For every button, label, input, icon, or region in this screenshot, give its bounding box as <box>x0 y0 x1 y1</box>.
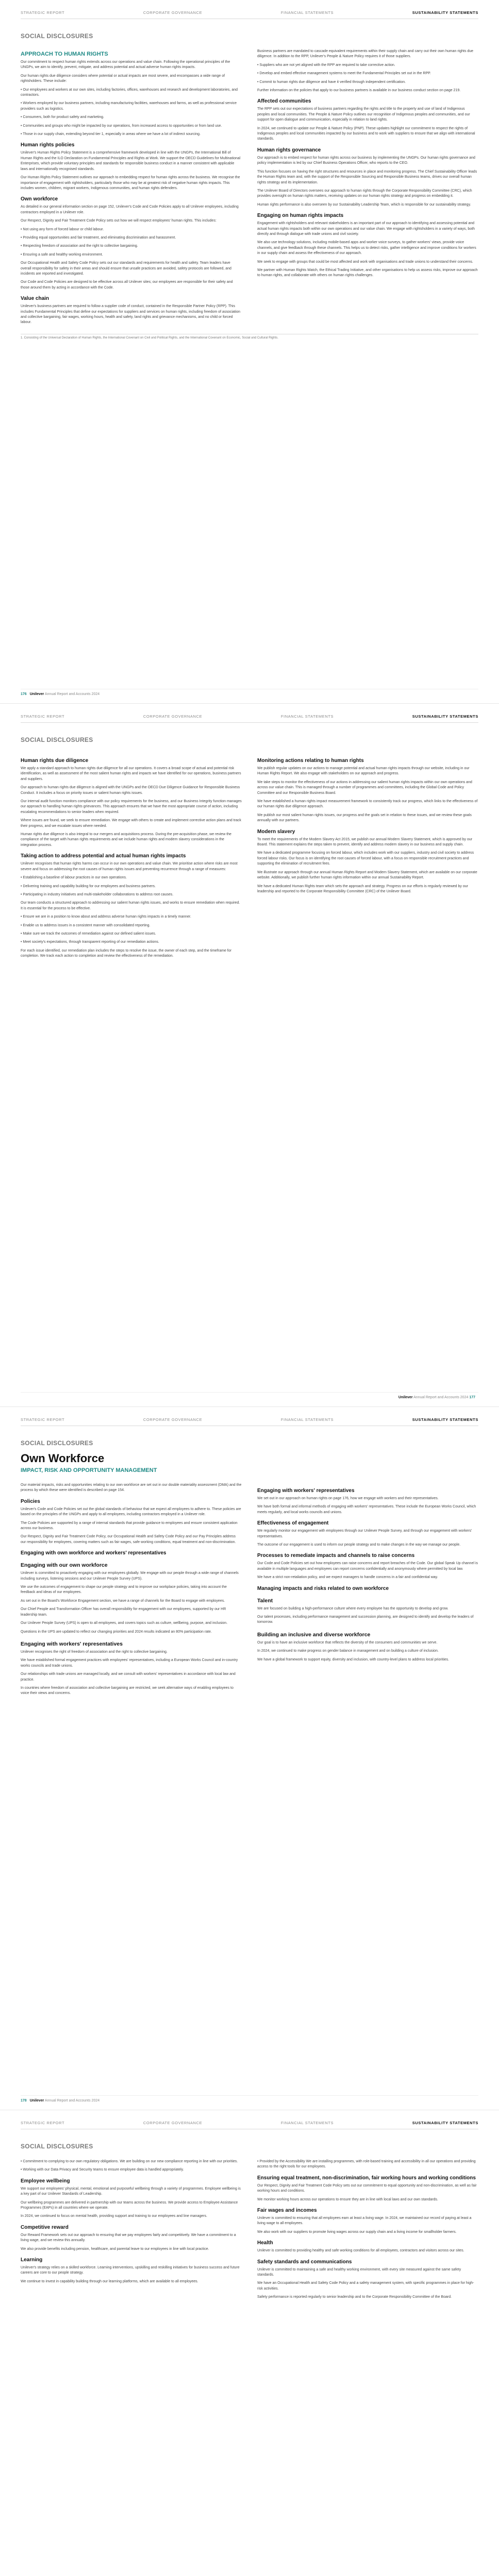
paragraph: Unilever's Code and Code Policies set out the global standards of behaviour that we expect all employees to adhere to. These policies are based on the principles of the UNGPs and apply to all employees, including contractors employed in a Unilever role. <box>21 1507 241 1517</box>
page-4 <box>0 2110 499 2576</box>
paragraph: • Meet society's expectations, through transparent reporting of our remediation actions. <box>21 940 159 944</box>
paragraph: We continue to invest in capability building through our learning platforms, which are available to all employees. <box>21 2279 198 2283</box>
section-heading: Learning <box>21 2257 43 2263</box>
paragraph: As set out in the Board's Workforce Engagement section, we have a range of channels for the Board to engage with employees. <box>21 1599 225 1603</box>
paragraph: To meet the requirements of the Modern Slavery Act 2015, we publish our annual Modern Slavery Statement, which is approved by our Board. This statement explains the steps taken to prevent, identify and address modern slavery in our business and supply chain. <box>257 837 473 847</box>
section-heading: Monitoring actions relating to human rights <box>257 758 364 764</box>
column-right <box>257 753 478 962</box>
paragraph: • Suppliers who are not yet aligned with the RPP are required to take corrective action. <box>257 63 395 67</box>
paragraph: • Provided by the Accessibility We are installing programmes, with role-based training and accessibility in all our operations and providing access to the right tools for our employees. <box>257 2160 476 2169</box>
section-heading: Competitive reward <box>21 2224 69 2230</box>
section-heading: Engaging with workers' representatives <box>257 1488 355 1494</box>
section-subtitle: IMPACT, RISK AND OPPORTUNITY MANAGEMENT <box>21 1467 157 1473</box>
paragraph: Our Code and Code Policies set out how employees can raise concerns and report breaches of the Code. Our global Speak Up channel is available in multiple languages and employees can report concerns confidentially and anonymously where permitted by local law. <box>257 1562 478 1571</box>
section-heading: Safety standards and communications <box>257 2259 352 2265</box>
section-heading: Talent <box>257 1597 273 1604</box>
page-1 <box>0 0 499 703</box>
paragraph: Our internal audit function monitors compliance with our policy requirements for the business, and our Business Integrity function manages our approach to handling human rights grievances. This approach ensures that we have the most appropriate course of action, including escalating recommendations to senior leaders when required. <box>21 800 242 814</box>
paragraph: • Working with our Data Privacy and Security teams to ensure employee data is handled appropriately. <box>21 2168 184 2172</box>
paragraph: • Participating in industry initiatives and multi-stakeholder collaborations to address root causes. <box>21 892 174 896</box>
section-heading: Engaging with workers' representatives <box>21 1640 123 1647</box>
paragraph: Questions in the UPS are updated to reflect our changing priorities and 2024 results indicated an 80% participation rate. <box>21 1630 212 1634</box>
paragraph: Our Respect, Dignity and Fair Treatment Code Policy sets out our commitment to equal opportunity and non-discrimination, as well as fair working hours and conditions. <box>257 2183 477 2193</box>
paragraph: The outcome of our engagement is used to inform our people strategy and to make changes in the way we manage our people. <box>257 1543 461 1547</box>
paragraph: • Develop and embed effective management systems to meet the Fundamental Principles set out in the RPP. <box>257 72 431 76</box>
paragraph: Unilever's Human Rights Policy Statement is a comprehensive framework developed in line with the UNGPs, the International Bill of Human Rights and the ILO Declaration on Fundamental Principles and Rights at Work. We support the OECD Guidelines for Multinational Enterprises, which provide voluntary principles and standards for responsible business conduct in a manner consistent with applicable laws and internationally recognised standards. <box>21 151 241 171</box>
paragraph: Safety performance is reported regularly to senior leadership and to the Corporate Responsibility Committee of the Board. <box>257 2295 452 2299</box>
section-heading: Employee wellbeing <box>21 2178 70 2184</box>
paragraph: The Unilever Board of Directors oversees our approach to human rights through the Corporate Responsibility Committee (CRC), which provides oversight on human rights matters, receiving updates on our human rights strategy and progress on embedding it. <box>257 189 472 198</box>
page-3 <box>0 1406 499 2110</box>
section-title: SOCIAL DISCLOSURES <box>21 736 93 743</box>
paragraph: • Delivering training and capability building for our employees and business partners. <box>21 884 156 888</box>
section-title: SOCIAL DISCLOSURES <box>21 1439 93 1447</box>
nav-strategic-report[interactable]: STRATEGIC REPORT <box>21 1417 65 1422</box>
paragraph: We have a strict non-retaliation policy, and we expect managers to handle concerns in a fair and confidential way. <box>257 1575 438 1580</box>
page-number: 178 <box>21 2099 27 2103</box>
nav-sustainability-statements[interactable]: SUSTAINABILITY STATEMENTS <box>412 714 478 719</box>
paragraph: Our Occupational Health and Safety Code Policy sets out our standards and requirements for health and safety. Team leaders have overall responsibility for safety in their areas and should ensure that unsafe practices are avoided, safety protocols are followed, and incidents are reported and investigated. <box>21 261 231 276</box>
paragraph: Business partners are mandated to cascade equivalent requirements within their supply chain and carry out their own human rights due diligence. In addition to the RPP, Unilever's People & Nature Policy requires it of those suppliers. <box>257 49 474 59</box>
column-left <box>21 2159 242 2303</box>
nav-sustainability-statements[interactable]: SUSTAINABILITY STATEMENTS <box>412 1417 478 1422</box>
paragraph: We also provide benefits including pension, healthcare, and parental leave to our employees in line with local practice. <box>21 2247 209 2251</box>
nav-financial-statements[interactable]: FINANCIAL STATEMENTS <box>280 2120 334 2125</box>
paragraph: Unilever is committed to maintaining a safe and healthy working environment, with every site measured against the same safety standards. <box>257 2267 461 2277</box>
section-heading: Ensuring equal treatment, non-discrimination, fair working hours and working conditions <box>257 2175 476 2181</box>
paragraph: Human rights performance is also overseen by our Sustainability Leadership Team, which is responsible for our sustainability strategy. <box>257 202 471 207</box>
nav-sustainability-statements[interactable]: SUSTAINABILITY STATEMENTS <box>412 10 478 15</box>
paragraph: We partner with Human Rights Watch, the Ethical Trading Initiative, and other organisations to help us assess risks, improve our approach to human rights, and collaborate with others on human rights challenges. <box>257 268 478 278</box>
paragraph: • Communities and groups who might be impacted by our operations, from increased access to opportunities or from land use. <box>21 124 222 128</box>
paragraph: Our Human Rights Policy Statement outlines our approach to embedding respect for human rights across the business. We recognise the importance of engagement with rightsholders, particularly those who may be at greatest risk of negative human rights impacts. This includes women, children, migrant workers, Indigenous communities, and human rights defenders. <box>21 176 240 190</box>
paragraph: • Commitment to complying to our own regulatory obligations. We are building on our new compliance reporting in line with our priorities. <box>21 2160 238 2163</box>
nav-strategic-report[interactable]: STRATEGIC REPORT <box>21 2120 65 2125</box>
paragraph: Further information on the policies that apply to our business partners is available in our business conduct section on page 219. <box>257 89 461 93</box>
paragraph: We illustrate our approach through our annual Human Rights Report and Modern Slavery Statement, which are available on our corporate website. Additionally, we publish further human rights information within our annual Sustainability Report. <box>257 870 477 880</box>
section-heading: Health <box>257 2240 273 2246</box>
section-heading: Affected communities <box>257 98 311 105</box>
section-heading: Managing impacts and risks related to own workforce <box>257 1585 389 1591</box>
section-heading: Fair wages and incomes <box>257 2208 317 2214</box>
paragraph: Engagement with rightsholders and relevant stakeholders is an important part of our approach to identifying and assessing potential and actual human rights impacts both within our own operations and our value chain. We engage with rightsholders in a variety of ways, both directly and through dialogue with trade unions and civil society. <box>257 222 475 236</box>
paragraph: • Commit to human rights due diligence and have it verified through independent certification. <box>257 80 406 84</box>
paragraph: • Consumers, both for product safety and marketing. <box>21 115 104 120</box>
paragraph: We seek to engage with groups that could be most affected and work with organisations and trade unions to understand their concerns. <box>257 260 473 264</box>
section-heading: Human rights governance <box>257 147 321 153</box>
page-footer <box>21 2095 478 2103</box>
paragraph: We apply a standard approach to human rights due diligence for all our operations. It covers a broad scope of actual and potential risk identification, as well as assessment of the most salient human rights and impacts we have identified for our operations, business partners and suppliers. <box>21 767 241 781</box>
column-left <box>21 753 242 962</box>
paragraph: In 2024, we continued to make progress on gender balance in management and on building a culture of inclusion. <box>257 1649 439 1653</box>
paragraph: We publish our most salient human rights issues, our progress and the goals set in relation to these issues, and we review these goals annually with our partners. <box>257 813 472 823</box>
paragraph: Our Unilever People Survey (UPS) is open to all employees, and covers topics such as culture, wellbeing, purpose, and inclusion. <box>21 1621 228 1625</box>
section-heading: Processes to remediate impacts and channels to raise concerns <box>257 1553 415 1559</box>
footer-report-title: Annual Report and Accounts 2024 <box>44 2099 100 2103</box>
nav-financial-statements[interactable]: FINANCIAL STATEMENTS <box>280 1417 334 1422</box>
paragraph: We have a dedicated Human Rights team which sets the approach and strategy. Progress on our efforts is regularly reviewed by our leadership and reported to the Corporate Responsibility Committee (CRC) of the Unilever Board. <box>257 884 468 893</box>
column-left <box>21 49 242 329</box>
paragraph: • Enable us to address issues in a consistent manner with consolidated reporting. <box>21 923 151 927</box>
page-number: 176 <box>21 692 27 696</box>
paragraph: • Those in our supply chain, extending beyond tier 1, especially in areas where we have a lot of indirect sourcing. <box>21 132 201 137</box>
section-heading: Effectiveness of engagement <box>257 1520 329 1527</box>
paragraph: We have established a human rights impact measurement framework to consistently track our progress, which links to the effectiveness of our human rights due diligence approach. <box>257 800 478 809</box>
paragraph: We have an Occupational Health and Safety Code Policy and a safety management system, with specific programmes in place for high-risk activities. <box>257 2281 474 2291</box>
nav-corporate-governance[interactable]: CORPORATE GOVERNANCE <box>143 10 203 15</box>
paragraph: Our Chief People and Transformation Officer has overall responsibility for engagement with our employees, supported by our HR leadership team. <box>21 1607 226 1617</box>
paragraph: The Code Policies are supported by a range of internal standards that provide guidance to employees and ensure consistent application across our business. <box>21 1521 238 1531</box>
column-left <box>21 1483 242 1700</box>
section-heading: Engaging with our own workforce <box>21 1562 108 1569</box>
paragraph: • Not using any form of forced labour or child labour. <box>21 227 104 231</box>
paragraph: We also work with our suppliers to promote living wages across our supply chain and a living income for smallholder farmers. <box>257 2230 457 2234</box>
section-heading: Taking action to address potential and actual human rights impacts <box>21 853 186 859</box>
nav-corporate-governance[interactable]: CORPORATE GOVERNANCE <box>143 714 203 719</box>
paragraph: Our wellbeing programmes are delivered in partnership with our teams across the business. We provide access to Employee Assistance Programmes (EAPs) in all countries where we operate. <box>21 2200 238 2210</box>
paragraph: We publish regular updates on our actions to manage potential and actual human rights impacts through our website, including in our Human Rights Report. We also engage with stakeholders on our approach and progress. <box>257 767 470 776</box>
paragraph: In countries where freedom of association and collective bargaining are restricted, we seek alternative ways of enabling employees to voice their views and concerns. <box>21 1686 234 1696</box>
paragraph: • Our employees and workers at our own sites, including factories, offices, warehouses and research and development laboratories, and contractors. <box>21 88 238 97</box>
footer-report-title: Annual Report and Accounts 2024 <box>413 1396 469 1399</box>
nav-corporate-governance[interactable]: CORPORATE GOVERNANCE <box>143 2120 203 2125</box>
paragraph: We take steps to monitor the effectiveness of our actions in addressing our salient human rights impacts within our own operations and across our value chain. This is managed through a number of programmes and committees, including the Global Code and Policy Committee and our Responsible Business Board. <box>257 780 472 795</box>
paragraph: Unilever's business partners are required to follow a supplier code of conduct, contained in the Responsible Partner Policy (RPP). This includes Fundamental Principles that define our expectations for suppliers and services on human rights, including freedom of association and collective bargaining, fair wages, working hours, health and safety, land rights and grievance mechanisms, and no child or forced labour. <box>21 304 241 325</box>
nav-corporate-governance[interactable]: CORPORATE GOVERNANCE <box>143 1417 203 1422</box>
column-right <box>257 1483 478 1700</box>
section-heading: Engaging on human rights impacts <box>257 213 344 219</box>
paragraph: • Establishing a baseline of labour practices in our own operations. <box>21 876 127 880</box>
section-heading: Own workforce <box>21 196 58 202</box>
section-title: SOCIAL DISCLOSURES <box>21 32 93 40</box>
footer-brand: Unilever <box>29 2099 44 2103</box>
paragraph: Unilever recognises the right of freedom of association and the right to collective bargaining. <box>21 1650 168 1654</box>
paragraph: The RPP sets out our expectations of business partners regarding the rights and title to the property and use of land of Indigenous peoples and local communities. The People & Nature Policy outlines our recognition of Indigenous peoples and communities, and our support for open dialogue and communication, especially in relation to land rights. <box>257 107 470 122</box>
paragraph: Unilever is committed to providing healthy and safe working conditions for all employees, contractors and visitors across our sites. <box>257 2249 464 2253</box>
paragraph: Our approach is to embed respect for human rights across our business by implementing the UNGPs. Our human rights governance and policy implementation is led by our Chief Business Operations Officer, who reports to the CEO. <box>257 156 475 165</box>
paragraph: Our Respect, Dignity and Fair Treatment Code Policy sets out how we will respect employees' human rights. This includes: <box>21 219 217 223</box>
section-heading: Policies <box>21 1498 40 1504</box>
top-nav <box>21 2116 478 2129</box>
footer-brand: Unilever <box>29 692 44 696</box>
paragraph: Unilever is committed to proactively engaging with our employees globally. We engage with our people through a wide range of channels including surveys, listening sessions and our Unilever People Survey (UPS). <box>21 1571 239 1581</box>
paragraph: We regularly monitor our engagement with employees through our Unilever People Survey, and through our engagement with workers' representatives. <box>257 1529 472 1538</box>
top-nav <box>21 6 478 19</box>
paragraph: Our commitment to respect human rights extends across our operations and value chain. Following the operational principles of the UNGPs, we aim to identify, prevent, mitigate, and address potential and actual adverse human rights impacts. <box>21 60 230 70</box>
nav-financial-statements[interactable]: FINANCIAL STATEMENTS <box>280 10 334 15</box>
paragraph: Unilever recognises that human rights harms can occur in our own operations and value chain. We prioritise action where risks are most severe and focus on addressing the root causes of human rights issues and preventing recurrence through a range of measures: <box>21 862 238 871</box>
paragraph: Our team conducts a structured approach to addressing our salient human rights issues, and works to ensure remediation when required. It is essential for the process to be effective. <box>21 901 240 910</box>
section-heading: Human rights due diligence <box>21 758 89 764</box>
column-right <box>257 49 478 329</box>
footnote: 1. Consisting of the Universal Declaration of Human Rights, the International Covenant on Civil and Political Rights, and the International Covenant on Economic, Social and Cultural Rights. <box>21 334 478 340</box>
page-number: 177 <box>469 1396 475 1399</box>
nav-sustainability-statements[interactable]: SUSTAINABILITY STATEMENTS <box>412 2120 478 2125</box>
column-right <box>257 2159 478 2303</box>
section-title: SOCIAL DISCLOSURES <box>21 2143 93 2150</box>
paragraph: • Ensuring a safe and healthy working environment. <box>21 252 103 257</box>
paragraph: Our approach to human rights due diligence is aligned with the UNGPs and the OECD Due Diligence Guidance for Responsible Business Conduct. It includes a focus on priority issues or salient human rights issues. <box>21 786 240 795</box>
section-heading: Building an inclusive and diverse workforce <box>257 1631 371 1638</box>
paragraph: Our talent processes, including performance management and succession planning, are designed to identify and develop the leaders of tomorrow. <box>257 1615 474 1624</box>
footer-report-title: Annual Report and Accounts 2024 <box>44 692 100 696</box>
section-heading: Value chain <box>21 296 49 302</box>
paragraph: Unilever is committed to ensuring that all employees earn at least a living wage. In 2024, we maintained our record of paying at least a living wage to all employees. <box>257 2216 472 2226</box>
page-footer <box>21 689 478 696</box>
paragraph: Where issues are found, we seek to ensure remediation. We engage with others to create and implement corrective action plans and track their progress, and we escalate issues where needed. <box>21 819 241 828</box>
paragraph: We have both formal and informal methods of engaging with workers' representatives. These include the European Works Council, which meets regularly, and local works councils and unions. <box>257 1505 476 1514</box>
paragraph: Our Code and Code Policies are designed to be effective across all Unilever sites; our employees are responsible for their safety and those around them by acting in accordance with the Code. <box>21 280 233 290</box>
paragraph: We have a global framework to support equity, diversity and inclusion, with country-level plans to address local priorities. <box>257 1657 450 1662</box>
paragraph: As detailed in our general information section on page 152, Unilever's Code and Code Policies apply to all Unilever employees, including contractors employed in a Unilever role. <box>21 205 239 214</box>
paragraph: We are focused on building a high-performance culture where every employee has the opportunity to develop and grow. <box>257 1606 448 1611</box>
section-heading: APPROACH TO HUMAN RIGHTS <box>21 51 108 57</box>
paragraph: This function focuses on having the right structures and resources in place and monitoring progress. The Chief Sustainability Officer leads the Human Rights team and, with the support of the Responsible Sourcing and Responsible Business teams, drives our overall human rights strategy and its implementation. <box>257 170 477 184</box>
paragraph: We monitor working hours across our operations to ensure they are in line with local laws and our own standards. <box>257 2197 438 2201</box>
paragraph: Our Respect, Dignity and Fair Treatment Code Policy, our Occupational Health and Safety Code Policy and our Pay Principles address our responsibility for employees, covering matters such as fair wages, safe working conditions, equal treatment and non-discrimination. <box>21 1535 236 1544</box>
paragraph: Our Reward Framework sets out our approach to ensuring that we pay employees fairly and competitively. We have a commitment to a living wage, and we review this annually. <box>21 2233 236 2243</box>
paragraph: In 2024, we continued to focus on mental health, providing support and training to our employees and line managers. <box>21 2214 207 2218</box>
paragraph: We set out in our approach on human rights on page 176, how we engage with workers and their representatives. <box>257 1497 439 1500</box>
paragraph: For each issue identified, our remediation plan includes the steps to resolve the issue, the owner of each step, and the timeframe for completion. We track each action to completion and review the effectiveness of the remediation. <box>21 948 231 958</box>
paragraph: Unilever's strategy relies on a skilled workforce. Learning interventions, upskilling and reskilling initiatives for business success and future careers are core to our people strategy. <box>21 2266 240 2275</box>
top-nav <box>21 1413 478 1426</box>
paragraph: We use the outcomes of engagement to shape our people strategy and to improve our workplace policies, taking into account the feedback and ideas of our employees. <box>21 1585 227 1595</box>
section-heading: Modern slavery <box>257 828 295 835</box>
paragraph: We have a dedicated programme focusing on forced labour, which includes work with our suppliers, industry and civil society to address forced labour risks. Our focus is on identifying the root causes of forced labour, with a focus on responsible recruitment practices and supporting the elimination of recruitment fees. <box>257 851 474 866</box>
paragraph: We also use technology solutions, including mobile-based apps and worker voice surveys, to gather workers' views, provide voice channels, and give feedback through these channels. This helps us to detect risks, gather intelligence and improve conditions for workers in our supply chain and assess the effectiveness of our approach. <box>257 241 476 256</box>
paragraph: Our goal is to have an inclusive workforce that reflects the diversity of the consumers and communities we serve. <box>257 1640 438 1645</box>
paragraph: • Respecting freedom of association and the right to collective bargaining. <box>21 244 138 248</box>
page-footer <box>21 1392 478 1399</box>
page-title: Own Workforce <box>21 1452 105 1465</box>
paragraph: Human rights due diligence is also integral to our mergers and acquisitions process. During the pre-acquisition phase, we review the compliance of the target with human rights requirements and we include human rights and modern slavery considerations in the integration process. <box>21 833 231 847</box>
paragraph: • Workers employed by our business partners, including manufacturing facilities, warehouses and farms, as well as professional service providers such as logistics. <box>21 101 237 111</box>
paragraph: We support our employees' physical, mental, emotional and purposeful wellbeing through a variety of programmes. Employee wellbeing is a key part of our Unilever Standards of Leadership. <box>21 2187 241 2196</box>
section-heading: Engaging with own workforce and workers' representatives <box>21 1550 167 1556</box>
page-2 <box>0 703 499 1406</box>
top-nav <box>21 710 478 723</box>
section-heading: Human rights policies <box>21 142 75 148</box>
paragraph: • Make sure we track the outcomes of remediation against our defined salient issues. <box>21 931 156 936</box>
paragraph: Our material impacts, risks and opportunities relating to our own workforce are set out in our double materiality assessment (DMA) and the process by which these were identified is described on page 154. <box>21 1483 242 1493</box>
nav-financial-statements[interactable]: FINANCIAL STATEMENTS <box>280 714 334 719</box>
nav-strategic-report[interactable]: STRATEGIC REPORT <box>21 10 65 15</box>
paragraph: Our relationships with trade unions are managed locally, and we consult with workers' representatives in accordance with local law and practice. <box>21 1672 236 1682</box>
nav-strategic-report[interactable]: STRATEGIC REPORT <box>21 714 65 719</box>
footer-brand: Unilever <box>398 1396 413 1399</box>
paragraph: We have established formal engagement practices with employees' representatives, including a European Works Council and in-country works councils and trade unions. <box>21 1658 238 1668</box>
paragraph: • Providing equal opportunities and fair treatment, and eliminating discrimination and harassment. <box>21 235 176 240</box>
paragraph: In 2024, we continued to update our People & Nature Policy (PNP). These updates highlight our commitment to respect the rights of Indigenous peoples and local communities impacted by our business and to work with suppliers to ensure that we align with international standards. <box>257 126 475 141</box>
paragraph: Our human rights due diligence considers where potential or actual impacts are most severe, and encompasses a wide range of rightsholders. These include: <box>21 74 225 83</box>
paragraph: • Ensure we are in a position to know about and address adverse human rights impacts in a timely manner. <box>21 915 191 919</box>
